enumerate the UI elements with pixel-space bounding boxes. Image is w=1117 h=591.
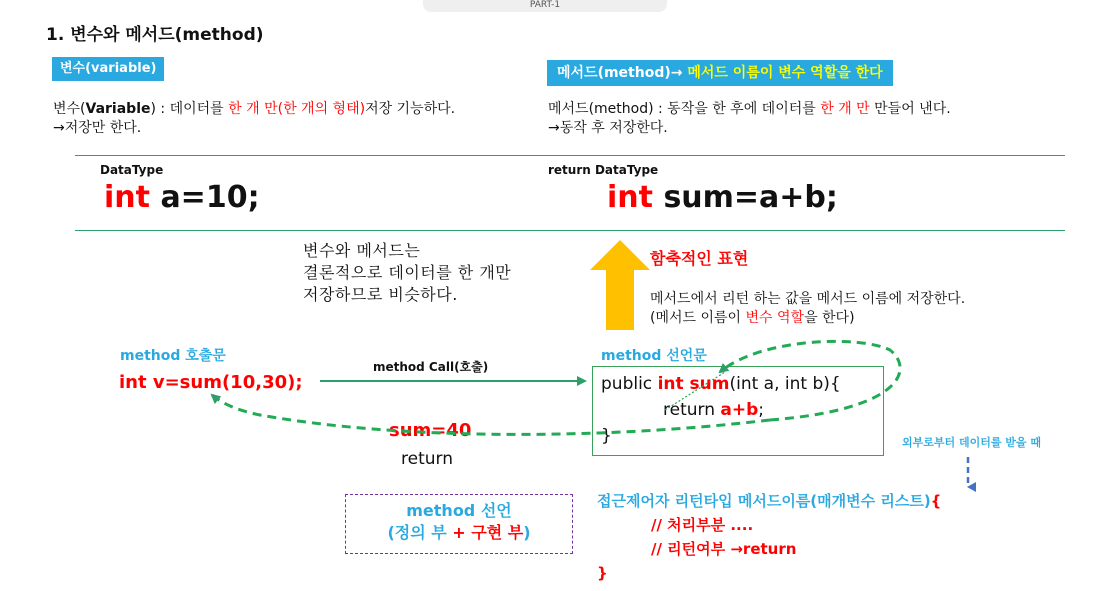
return-loop-arrow xyxy=(720,341,900,420)
page-title: 1. 변수와 메서드(method) xyxy=(46,25,264,45)
variable-code-rest: a=10; xyxy=(160,180,260,215)
method-desc-red: 한 개 만 xyxy=(820,101,870,117)
decl-box-close: ) xyxy=(523,523,531,542)
syntax-line2: // 처리부분 .... xyxy=(651,516,754,534)
method-code-type: int xyxy=(607,180,653,215)
syntax-line3: // 리턴여부 →return xyxy=(651,540,797,558)
implicit-line2-post: 을 한다) xyxy=(804,310,855,326)
method-label-yellow: 메서드 이름이 변수 역할을 한다 xyxy=(687,65,883,81)
variable-desc-mid: ) : 데이터를 xyxy=(150,101,229,117)
implicit-line1: 메서드에서 리턴 하는 값을 메서드 이름에 저장한다. xyxy=(650,291,966,307)
implicit-line2-red: 변수 역할 xyxy=(745,310,805,326)
variable-desc-prefix: 변수( xyxy=(53,101,86,117)
decl-box-def: (정의 부 xyxy=(387,523,453,542)
declaration-line3: } xyxy=(601,426,612,446)
method-datatype-label: return DataType xyxy=(548,163,659,177)
call-label: method 호출문 xyxy=(120,348,226,364)
variable-desc-suffix: 저장 기능하다. xyxy=(365,101,456,117)
decl-int-sum: int sum xyxy=(657,374,730,394)
variable-datatype-label: DataType xyxy=(100,163,164,177)
syntax-line4: } xyxy=(597,564,608,582)
decl-box-plus: + xyxy=(452,523,466,542)
variable-code-type: int xyxy=(104,180,150,215)
return-word: return xyxy=(401,449,453,469)
note-line1: 변수와 메서드는 xyxy=(303,241,421,260)
up-arrow-icon xyxy=(590,240,650,330)
call-result: sum=40 xyxy=(389,420,472,441)
method-desc-prefix: 메서드(method) : 동작을 한 후에 데이터를 xyxy=(548,101,821,117)
method-label-white: 메서드(method)→ xyxy=(557,65,688,81)
declaration-label: method 선언문 xyxy=(601,348,707,364)
syntax-open-brace: { xyxy=(930,492,942,510)
decl-return: return xyxy=(663,400,721,420)
dotted-connector xyxy=(665,372,725,410)
syntax-signature: 접근제어자 리턴타입 메서드이름(매개변수 리스트) xyxy=(597,492,931,510)
decl-public: public xyxy=(601,374,658,394)
header-tab: PART-1 xyxy=(423,0,667,12)
note-line2: 결론적으로 데이터를 한 개만 xyxy=(303,263,512,282)
call-arrow-label: method Call(호출) xyxy=(373,360,489,374)
method-code-rest: sum=a+b; xyxy=(663,180,838,215)
variable-desc-line2: →저장만 한다. xyxy=(53,120,142,136)
external-data-note: 외부로부터 데이터를 받을 때 xyxy=(902,436,1041,449)
decl-box-impl: 구현 부 xyxy=(465,523,524,542)
decl-box-line1: method 선언 xyxy=(406,501,512,520)
note-line3: 저장하므로 비슷하다. xyxy=(303,285,458,304)
implicit-title: 함축적인 표현 xyxy=(650,249,749,268)
decl-params: (int a, int b){ xyxy=(729,374,841,394)
decl-semicolon: ; xyxy=(758,400,765,420)
variable-desc-red: 한 개 만(한 개의 형태) xyxy=(228,101,366,117)
implicit-line2-pre: (메서드 이름이 xyxy=(650,310,746,326)
return-curve-arrow xyxy=(212,395,770,434)
method-desc-line2: →동작 후 저장한다. xyxy=(548,120,668,136)
decl-a-plus-b: a+b xyxy=(720,400,759,420)
call-code: int v=sum(10,30); xyxy=(119,372,303,393)
method-desc-suffix: 만들어 낸다. xyxy=(869,101,951,117)
variable-label-text: 변수(variable) xyxy=(60,61,157,76)
variable-desc-bold: Variable xyxy=(85,101,151,117)
